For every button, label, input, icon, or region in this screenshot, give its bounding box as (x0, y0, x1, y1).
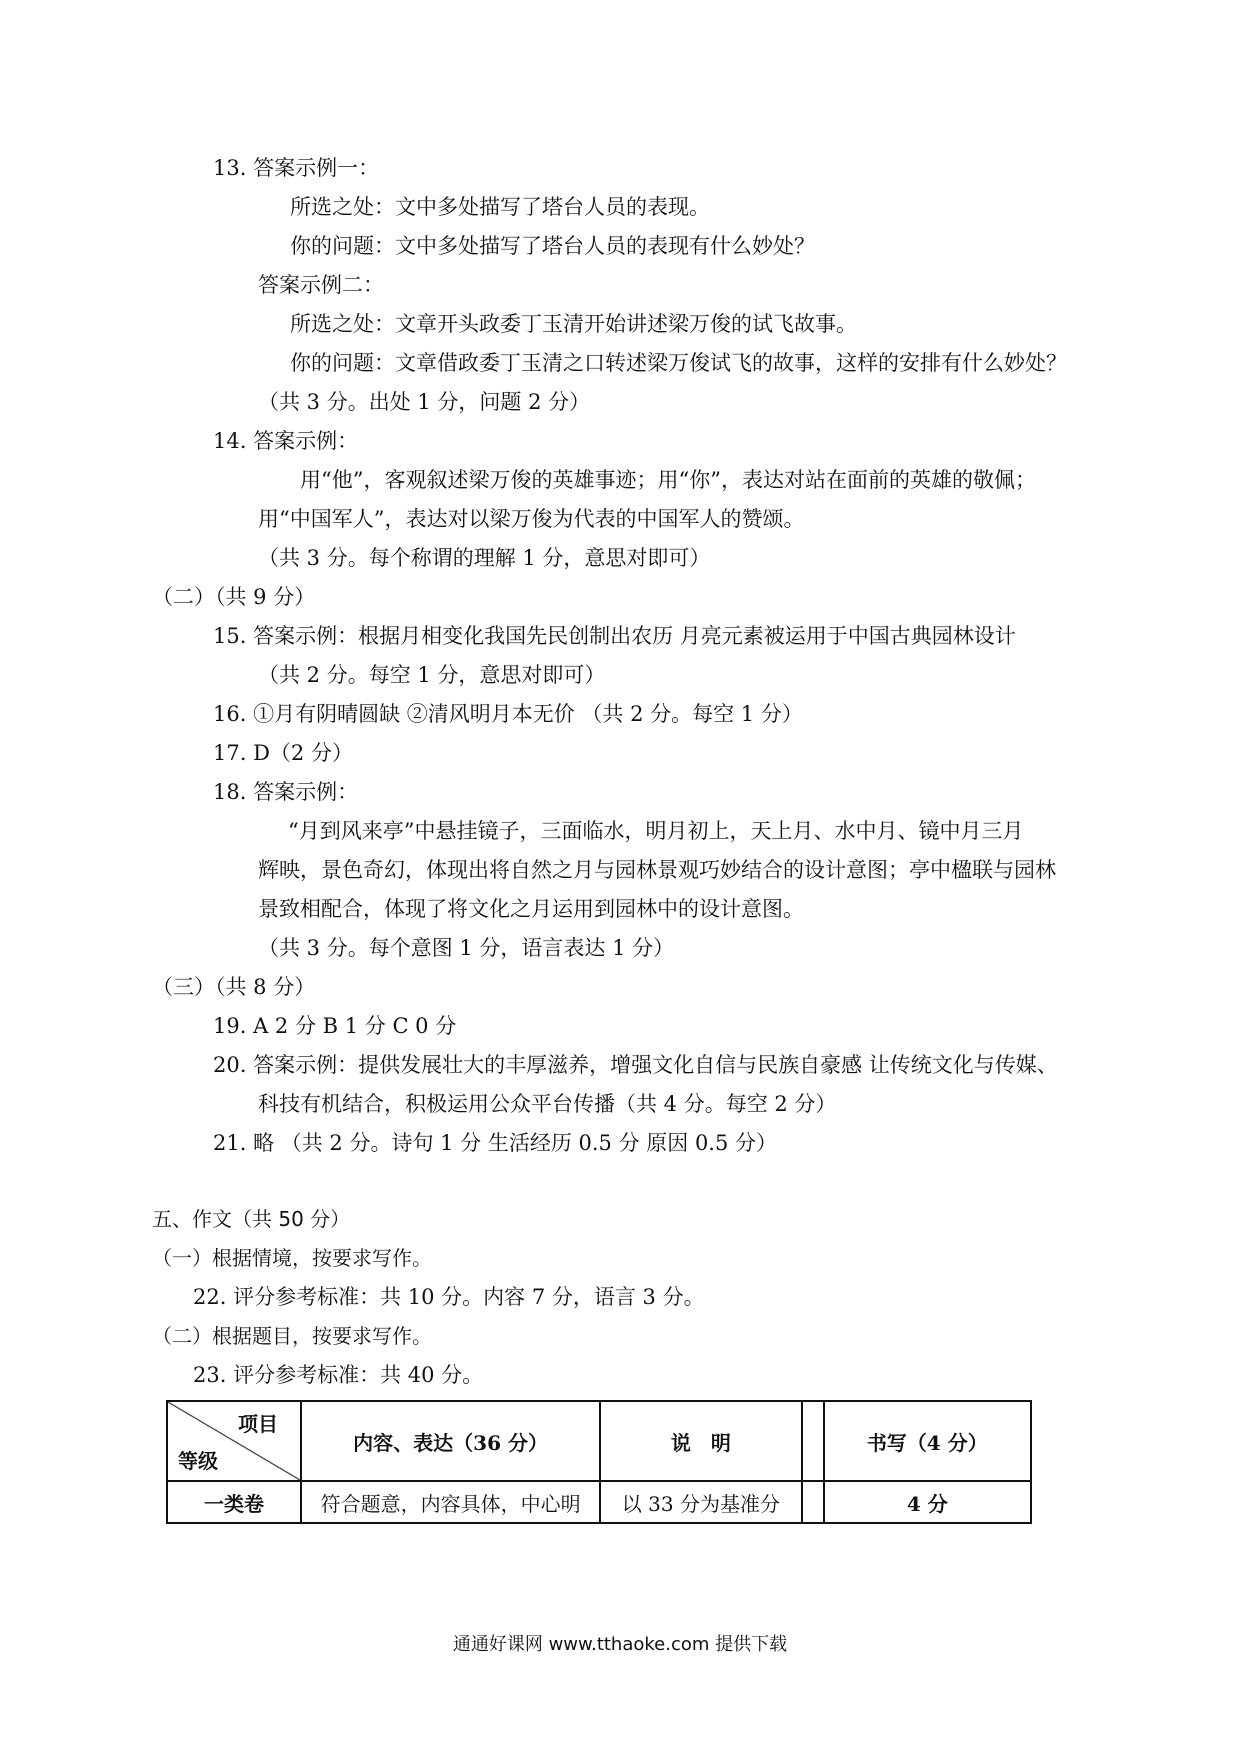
text-line: 辉映，景色奇幻，体现出将自然之月与园林景观巧妙结合的设计意图；亭中楹联与园林 (258, 858, 1056, 882)
header-spacer (802, 1401, 824, 1481)
text-line: （三）（共 8 分） (152, 975, 316, 999)
text-line: （共 3 分。每个意图 1 分，语言表达 1 分） (258, 936, 675, 960)
cell-writing: 4 分 (824, 1481, 1031, 1523)
text-line: （一）根据情境，按要求写作。 (152, 1246, 432, 1270)
text-line: 22. 评分参考标准：共 10 分。内容 7 分，语言 3 分。 (193, 1285, 705, 1309)
text-line: “月到风来亭”中悬挂镜子，三面临水，明月初上，天上月、水中月、镜中月三月 (288, 819, 1024, 843)
text-line: （共 2 分。每空 1 分，意思对即可） (258, 663, 606, 687)
text-line: 19. A 2 分 B 1 分 C 0 分 (213, 1014, 457, 1038)
text-line: 13. 答案示例一： (213, 156, 380, 180)
header-content: 内容、表达（36 分） (301, 1401, 600, 1481)
cell-spacer (802, 1481, 824, 1523)
table-header-row (167, 1401, 1031, 1481)
text-line: 16. ①月有阴晴圆缺 ②清风明月本无价 （共 2 分。每空 1 分） (213, 702, 803, 726)
text-line: 五、作文（共 50 分） (152, 1207, 351, 1231)
diagonal-divider (168, 1402, 300, 1480)
text-line: （共 3 分。出处 1 分，问题 2 分） (258, 390, 591, 414)
page-footer: 通通好课网 www.tthaoke.com 提供下载 (452, 1634, 788, 1655)
text-line: 景致相配合，体现了将文化之月运用到园林中的设计意图。 (258, 897, 804, 921)
text-line: 你的问题：文章借政委丁玉清之口转述梁万俊试飞的故事，这样的安排有什么妙处？ (290, 351, 1067, 375)
text-line: 科技有机结合，积极运用公众平台传播（共 4 分。每空 2 分） (258, 1092, 837, 1116)
text-line: 所选之处：文中多处描写了塔台人员的表现。 (290, 195, 710, 219)
corner-cell (167, 1401, 301, 1481)
text-line: （二）（共 9 分） (152, 585, 316, 609)
cell-notes: 以 33 分为基准分 (600, 1481, 801, 1523)
text-line: （共 3 分。每个称谓的理解 1 分，意思对即可） (258, 546, 711, 570)
header-writing: 书写（4 分） (824, 1401, 1031, 1481)
scoring-table (166, 1400, 1032, 1524)
text-line: 21. 略 （共 2 分。诗句 1 分 生活经历 0.5 分 原因 0.5 分） (213, 1131, 778, 1155)
cell-content: 符合题意，内容具体，中心明 (301, 1481, 600, 1523)
text-line: 15. 答案示例：根据月相变化我国先民创制出农历 月亮元素被运用于中国古典园林设计 (213, 624, 1016, 648)
cell-grade: 一类卷 (167, 1481, 301, 1523)
text-line: 17. D（2 分） (213, 741, 353, 765)
text-line: 20. 答案示例：提供发展壮大的丰厚滋养，增强文化自信与民族自豪感 让传统文化与传媒、 (213, 1053, 1058, 1077)
text-line: 用“他”，客观叙述梁万俊的英雄事迹；用“你”，表达对站在面前的英雄的敬佩； (300, 468, 1036, 492)
text-line: 23. 评分参考标准：共 40 分。 (193, 1363, 484, 1387)
text-line: （二）根据题目，按要求写作。 (152, 1324, 432, 1348)
text-line: 用“中国军人”，表达对以梁万俊为代表的中国军人的赞颂。 (258, 507, 805, 531)
text-line: 18. 答案示例： (213, 780, 359, 804)
header-notes: 说 明 (600, 1401, 801, 1481)
corner-label-item: 项目 (238, 1412, 278, 1436)
text-line: 所选之处：文章开头政委丁玉清开始讲述梁万俊的试飞故事。 (290, 312, 857, 336)
text-line: 14. 答案示例： (213, 429, 359, 453)
table-row (167, 1481, 1031, 1523)
text-line: 你的问题：文中多处描写了塔台人员的表现有什么妙处？ (290, 234, 815, 258)
text-line: 答案示例二： (258, 273, 384, 297)
corner-label-grade: 等级 (178, 1449, 218, 1473)
